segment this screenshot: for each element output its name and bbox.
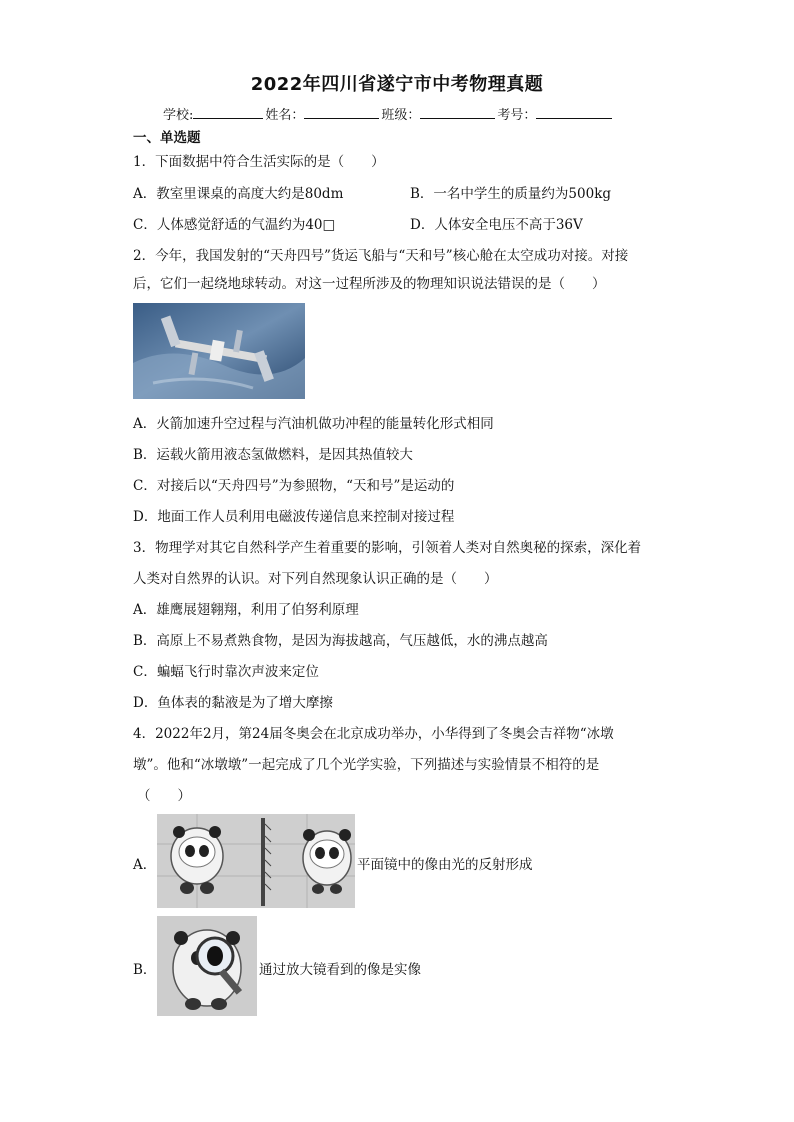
- page-title: 2022年四川省遂宁市中考物理真题: [250, 74, 544, 95]
- q1-option-d: D．人体安全电压不高于36V: [410, 217, 583, 233]
- q4-stem-line3: （ ）: [137, 788, 191, 804]
- q2-option-b: B．运载火箭用液态氢做燃料，是因其热值较大: [133, 447, 413, 463]
- class-blank: [420, 104, 495, 119]
- q4-option-a-text: 平面镜中的像由光的反射形成: [357, 857, 533, 873]
- student-info-line: [163, 104, 614, 123]
- exam-no-label: 考号：: [497, 108, 537, 123]
- class-label: 班级：: [381, 108, 421, 123]
- q4-option-a-label: A．: [133, 857, 157, 873]
- q3-stem-line2: 人类对自然界的认识。对下列自然现象认识正确的是（ ）: [133, 571, 498, 587]
- school-label: 学校:: [163, 108, 194, 123]
- q4-option-b-text: 通过放大镜看到的像是实像: [259, 962, 421, 978]
- q1-stem: 1．下面数据中符合生活实际的是（ ）: [133, 154, 385, 170]
- magnifier-experiment-image: [157, 916, 257, 1016]
- magnifier-experiment-illustration: [157, 916, 257, 1016]
- q2-option-a: A．火箭加速升空过程与汽油机做功冲程的能量转化形式相同: [133, 416, 494, 432]
- q2-stem-line1: 2．今年，我国发射的“天舟四号”货运飞船与“天和号”核心舱在太空成功对接。对接: [133, 248, 629, 264]
- mirror-experiment-image: [157, 814, 355, 908]
- q3-option-b: B．高原上不易煮熟食物，是因为海拔越高，气压越低，水的沸点越高: [133, 633, 548, 649]
- exam-no-blank: [536, 104, 612, 119]
- q4-stem-line1: 4．2022年2月，第24届冬奥会在北京成功举办，小华得到了冬奥会吉祥物“冰墩: [133, 726, 614, 742]
- q2-stem-line2: 后，它们一起绕地球转动。对这一过程所涉及的物理知识说法错误的是（ ）: [133, 276, 606, 292]
- q1-option-b: B．一名中学生的质量约为500kg: [410, 186, 612, 202]
- q2-option-c: C．对接后以“天舟四号”为参照物，“天和号”是运动的: [133, 478, 455, 494]
- q3-option-c: C．蝙蝠飞行时靠次声波来定位: [133, 664, 319, 680]
- space-station-image: [133, 303, 305, 399]
- q2-option-d: D．地面工作人员利用电磁波传递信息来控制对接过程: [133, 509, 455, 525]
- space-station-illustration: [133, 303, 305, 399]
- q3-stem-line1: 3．物理学对其它自然科学产生着重要的影响，引领着人类对自然奥秘的探索，深化着: [133, 540, 642, 556]
- name-blank: [304, 104, 379, 119]
- q1-option-c: C．人体感觉舒适的气温约为40□: [133, 217, 336, 233]
- q4-option-b-label: B．: [133, 962, 157, 978]
- mirror-experiment-illustration: [157, 814, 355, 908]
- q1-option-a: A．教室里课桌的高度大约是80dm: [133, 186, 344, 202]
- section-heading: 一、单选题: [133, 130, 201, 146]
- name-label: 姓名：: [265, 108, 305, 123]
- q4-stem-line2: 墩”。他和“冰墩墩”一起完成了几个光学实验，下列描述与实验情景不相符的是: [133, 757, 600, 773]
- q3-option-d: D．鱼体表的黏液是为了增大摩擦: [133, 695, 333, 711]
- school-blank: [193, 104, 263, 119]
- q3-option-a: A．雄鹰展翅翱翔，利用了伯努利原理: [133, 602, 359, 618]
